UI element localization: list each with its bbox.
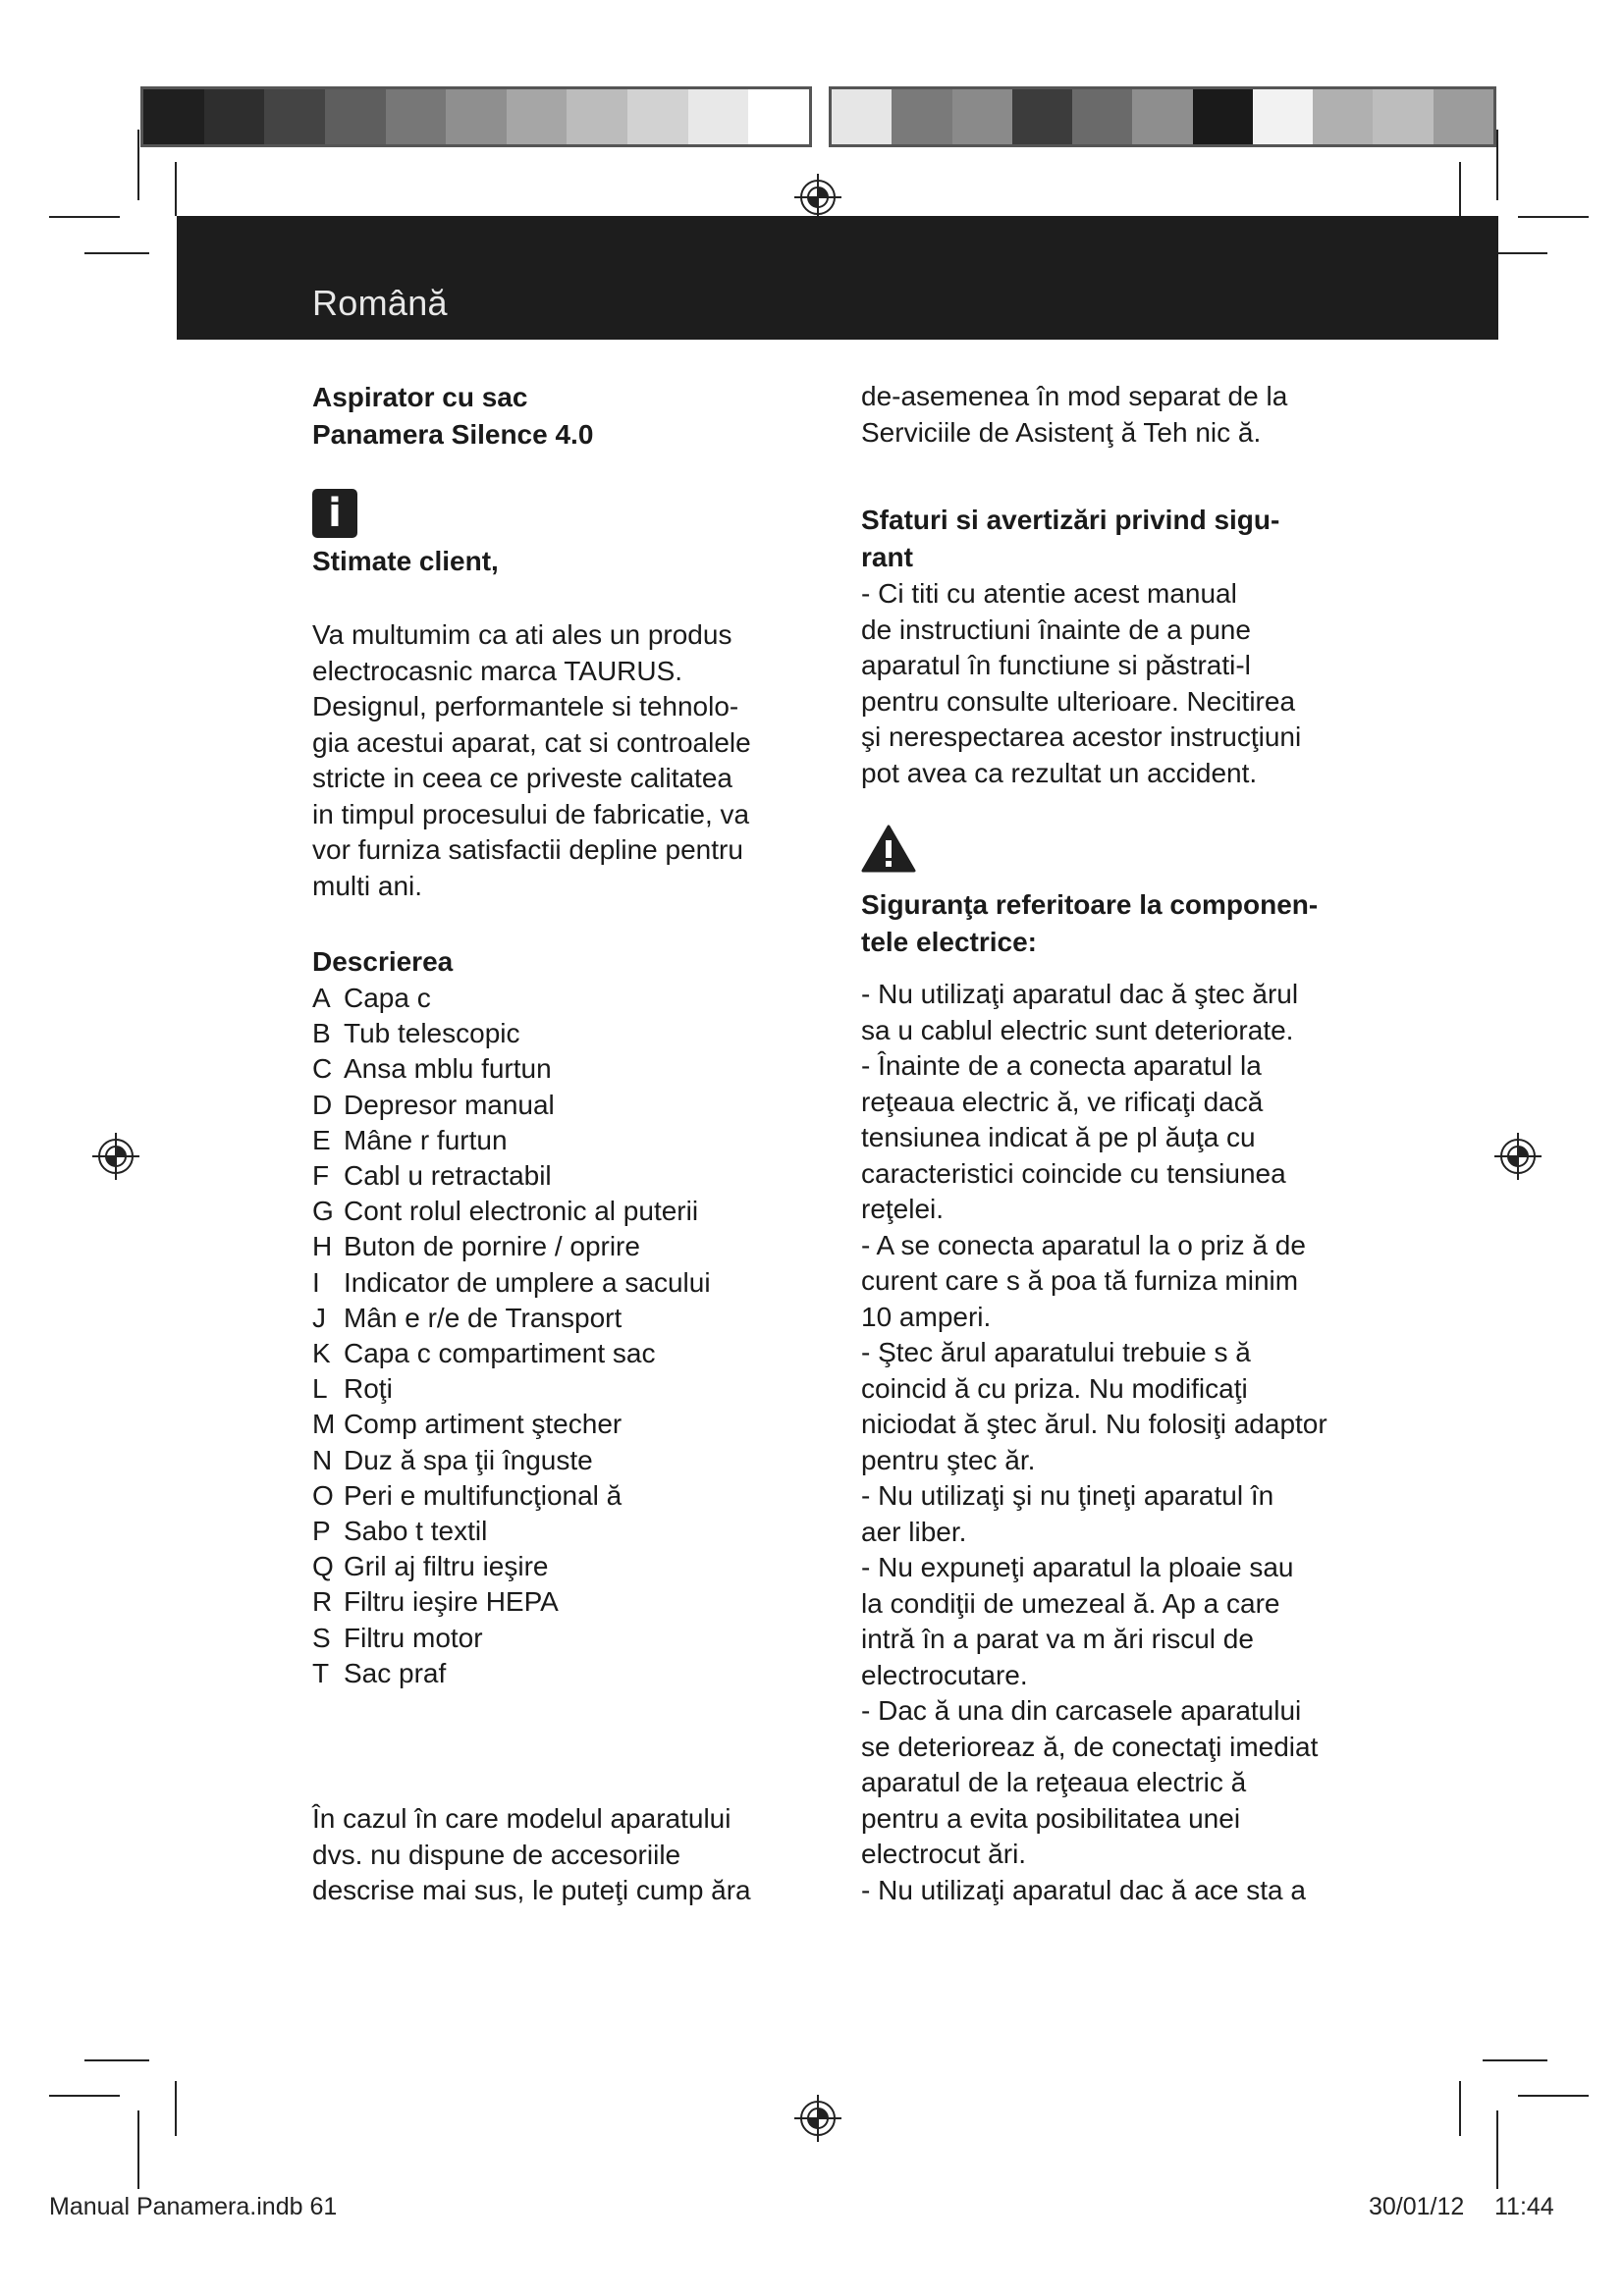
safety-heading: Sfaturi si avertizări privind sigu- xyxy=(861,505,1280,535)
electrical-paragraph xyxy=(861,977,1372,1908)
intro-line: electrocasnic marca TAURUS. xyxy=(312,655,683,686)
electrical-line: - Nu expuneţi aparatul la ploaie sau xyxy=(861,1552,1294,1582)
description-item xyxy=(312,1194,803,1229)
electrical-line: reţelei. xyxy=(861,1194,945,1224)
electrical-line: pentru a evita posibilitatea unei xyxy=(861,1802,1241,1834)
electrical-line: - Nu utilizaţi aparatul dac ă ştec ărul xyxy=(861,979,1299,1009)
description-item-text: Peri e multifuncţional ă xyxy=(344,1479,623,1511)
calibration-swatch xyxy=(446,89,507,144)
calibration-swatch xyxy=(1132,89,1192,144)
description-item-text: Buton de pornire / oprire xyxy=(344,1231,640,1262)
continuation-line: Serviciile de Asistenţ ă Teh nic ă. xyxy=(861,416,1262,448)
description-item xyxy=(312,1229,803,1264)
electrical-line: caracteristici coincide cu tensiunea xyxy=(861,1157,1286,1189)
calibration-swatch xyxy=(892,89,951,144)
description-item-text: Mân e r/e de Transport xyxy=(344,1302,623,1333)
description-item xyxy=(312,1265,803,1301)
crop-mark xyxy=(84,252,149,254)
intro-line: gia acestui aparat, cat si controalele xyxy=(312,726,751,758)
left-column xyxy=(312,379,803,1909)
electrical-line: - Nu utilizaţi şi nu ţineţi aparatul în xyxy=(861,1480,1274,1511)
crop-mark xyxy=(1459,162,1461,223)
description-item xyxy=(312,1478,803,1514)
calibration-swatch xyxy=(952,89,1012,144)
description-item-text: Sabo t textil xyxy=(344,1516,488,1547)
description-item-text: Cont rolul electronic al puterii xyxy=(344,1196,699,1227)
intro-line: stricte in ceea ce priveste calitatea xyxy=(312,763,732,793)
safety-line: pot avea ca rezultat un accident. xyxy=(861,757,1258,788)
calibration-swatch xyxy=(264,89,325,144)
electrical-line: electrocut ări. xyxy=(861,1839,1027,1869)
description-list xyxy=(312,981,803,1691)
calibration-swatch xyxy=(832,89,892,144)
calibration-swatch xyxy=(567,89,627,144)
crop-mark xyxy=(1518,216,1589,218)
crop-mark xyxy=(175,162,177,216)
safety-line: - Ci titi cu atentie acest manual xyxy=(861,578,1237,609)
electrical-line: se deterioreaz ă, de conectaţi imediat xyxy=(861,1731,1319,1762)
continuation-line: de-asemenea în mod separat de la xyxy=(861,381,1288,411)
description-item xyxy=(312,1656,803,1691)
registration-mark-icon xyxy=(792,2093,843,2144)
description-item xyxy=(312,1123,803,1158)
description-item-letter: H xyxy=(312,1231,333,1262)
description-item-text: Ansa mblu furtun xyxy=(344,1053,552,1085)
calibration-swatch xyxy=(1253,89,1313,144)
language-title: Română xyxy=(312,283,448,323)
electrical-line: - Dac ă una din carcasele aparatului xyxy=(861,1695,1302,1726)
crop-mark xyxy=(1459,2081,1461,2136)
calibration-swatch xyxy=(1012,89,1072,144)
electrical-line: reţeaua electric ă, ve rificaţi dacă xyxy=(861,1086,1264,1117)
safety-line: şi nerespectarea acestor instrucţiuni xyxy=(861,721,1302,752)
footer-time: 11:44 xyxy=(1494,2193,1554,2220)
color-calibration-bar-left xyxy=(140,86,812,147)
safety-line: de instructiuni înainte de a pune xyxy=(861,614,1251,645)
description-item-letter: O xyxy=(312,1479,334,1511)
description-item-text: Capa c xyxy=(344,983,431,1013)
description-item xyxy=(312,1549,803,1584)
description-item-letter: Q xyxy=(312,1551,334,1582)
calibration-swatch xyxy=(325,89,386,144)
electrical-line: sa u cablul electric sunt deteriorate. xyxy=(861,1014,1294,1045)
intro-line: Va multumim ca ati ales un produs xyxy=(312,619,732,650)
info-icon: i xyxy=(312,489,357,538)
description-item-letter: D xyxy=(312,1089,333,1120)
description-item xyxy=(312,1443,803,1478)
electrical-line: curent care s ă poa tă furniza minim xyxy=(861,1265,1299,1296)
electrical-heading: Siguranţa referitoare la componen- xyxy=(861,889,1319,920)
product-name: Panamera Silence 4.0 xyxy=(312,419,594,450)
calibration-swatch xyxy=(1193,89,1253,144)
description-item-text: Tub telescopic xyxy=(344,1018,520,1049)
description-item xyxy=(312,1301,803,1336)
color-calibration-bar-right xyxy=(829,86,1496,147)
electrical-line: aer liber. xyxy=(861,1516,967,1547)
electrical-line: coincid ă cu priza. Nu modificaţi xyxy=(861,1372,1248,1404)
description-item xyxy=(312,1407,803,1442)
description-item xyxy=(312,1088,803,1123)
description-item-text: Filtru ieşire HEPA xyxy=(344,1586,559,1618)
electrical-line: - Ştec ărul aparatului trebuie s ă xyxy=(861,1337,1251,1367)
electrical-line: tensiunea indicat ă pe pl ăuţa cu xyxy=(861,1122,1256,1152)
registration-mark-icon xyxy=(1492,1131,1543,1182)
calibration-swatch xyxy=(748,89,809,144)
description-item-letter: P xyxy=(312,1516,331,1547)
crop-mark xyxy=(1496,2110,1498,2189)
electrical-line: electrocutare. xyxy=(861,1659,1028,1690)
electrical-line: 10 amperi. xyxy=(861,1301,992,1332)
description-item xyxy=(312,1371,803,1407)
calibration-swatch xyxy=(507,89,568,144)
description-item-text: Indicator de umplere a sacului xyxy=(344,1266,711,1298)
calibration-swatch xyxy=(688,89,749,144)
calibration-swatch xyxy=(1313,89,1373,144)
calibration-swatch xyxy=(143,89,204,144)
description-item-text: Depresor manual xyxy=(344,1089,555,1120)
description-item-text: Capa c compartiment sac xyxy=(344,1338,656,1369)
intro-paragraph xyxy=(312,617,803,904)
calibration-swatch xyxy=(627,89,688,144)
description-item xyxy=(312,1621,803,1656)
product-type: Aspirator cu sac xyxy=(312,382,528,412)
electrical-line: aparatul de la reţeaua electric ă xyxy=(861,1767,1247,1797)
accessories-line: În cazul în care modelul aparatului xyxy=(312,1803,731,1835)
registration-mark-icon xyxy=(90,1131,141,1182)
description-item-letter: M xyxy=(312,1409,336,1440)
safety-line: pentru consulte ulterioare. Necitirea xyxy=(861,685,1296,717)
crop-mark xyxy=(49,216,120,218)
electrical-line: - A se conecta aparatul la o priz ă de xyxy=(861,1229,1306,1260)
description-item xyxy=(312,1016,803,1051)
description-item xyxy=(312,981,803,1016)
calibration-swatch xyxy=(204,89,265,144)
description-item-letter: C xyxy=(312,1053,333,1085)
right-column xyxy=(861,379,1372,1908)
description-item xyxy=(312,1584,803,1620)
intro-line: Designul, performantele si tehnolo- xyxy=(312,691,739,721)
description-item xyxy=(312,1336,803,1371)
accessories-line: dvs. nu dispune de accesoriile xyxy=(312,1839,681,1870)
description-item-letter: A xyxy=(312,983,331,1013)
warning-icon xyxy=(861,825,916,874)
crop-mark xyxy=(84,2059,149,2061)
electrical-line: pentru ştec ăr. xyxy=(861,1444,1036,1475)
electrical-line: - Înainte de a conecta aparatul la xyxy=(861,1050,1262,1081)
crop-mark xyxy=(49,2095,120,2097)
electrical-heading: tele electrice: xyxy=(861,927,1037,957)
safety-heading: rant xyxy=(861,542,913,572)
intro-line: in timpul procesului de fabricatie, va xyxy=(312,798,750,829)
crop-mark xyxy=(137,2110,139,2189)
description-item-text: Comp artiment ştecher xyxy=(344,1409,623,1440)
description-item-text: Roţi xyxy=(344,1373,393,1405)
description-item-letter: T xyxy=(312,1657,330,1688)
accessories-line: descrise mai sus, le puteţi cump ăra xyxy=(312,1875,751,1906)
description-item-text: Duz ă spa ţii înguste xyxy=(344,1444,593,1475)
description-item-text: Cabl u retractabil xyxy=(344,1160,552,1192)
calibration-swatch xyxy=(1434,89,1493,144)
description-item-text: Sac praf xyxy=(344,1657,447,1688)
safety-line: aparatul în functiune si păstrati-l xyxy=(861,650,1251,680)
electrical-line: niciodat ă ştec ărul. Nu folosiţi adaptor xyxy=(861,1409,1327,1439)
description-item-letter: R xyxy=(312,1586,333,1618)
calibration-swatch xyxy=(1072,89,1132,144)
crop-mark xyxy=(1518,2095,1589,2097)
footer-date: 30/01/12 xyxy=(1369,2193,1465,2220)
calibration-swatch xyxy=(386,89,447,144)
crop-mark xyxy=(1496,130,1498,200)
description-item-letter: G xyxy=(312,1196,334,1227)
crop-mark xyxy=(137,130,139,200)
description-item xyxy=(312,1158,803,1194)
description-item-letter: J xyxy=(312,1302,326,1333)
intro-line: multi ani. xyxy=(312,870,423,901)
description-item-letter: B xyxy=(312,1018,331,1049)
description-item-letter: I xyxy=(312,1266,320,1298)
description-item-text: Filtru motor xyxy=(344,1622,483,1653)
safety-paragraph xyxy=(861,576,1372,791)
intro-line: vor furniza satisfactii depline pentru xyxy=(312,834,743,865)
crop-mark xyxy=(175,2081,177,2136)
calibration-swatch xyxy=(1373,89,1433,144)
electrical-line: - Nu utilizaţi aparatul dac ă ace sta a xyxy=(861,1874,1306,1905)
description-item-letter: L xyxy=(312,1373,328,1405)
electrical-line: la condiţii de umezeal ă. Ap a care xyxy=(861,1587,1280,1619)
description-item-text: Mâne r furtun xyxy=(344,1124,508,1155)
description-item-letter: E xyxy=(312,1124,331,1155)
crop-mark xyxy=(1483,2059,1547,2061)
accessories-paragraph xyxy=(312,1801,803,1909)
electrical-line: intră în a parat va m ări riscul de xyxy=(861,1624,1254,1654)
description-heading: Descrierea xyxy=(312,946,454,977)
description-item xyxy=(312,1514,803,1549)
footer-file-info: Manual Panamera.indb 61 xyxy=(49,2193,338,2220)
greeting-heading: Stimate client, xyxy=(312,546,499,576)
description-item-letter: K xyxy=(312,1338,331,1369)
description-item xyxy=(312,1051,803,1087)
description-item-letter: S xyxy=(312,1622,331,1653)
description-item-letter: N xyxy=(312,1444,333,1475)
description-item-letter: F xyxy=(312,1160,330,1192)
description-item-text: Gril aj filtru ieşire xyxy=(344,1551,549,1582)
